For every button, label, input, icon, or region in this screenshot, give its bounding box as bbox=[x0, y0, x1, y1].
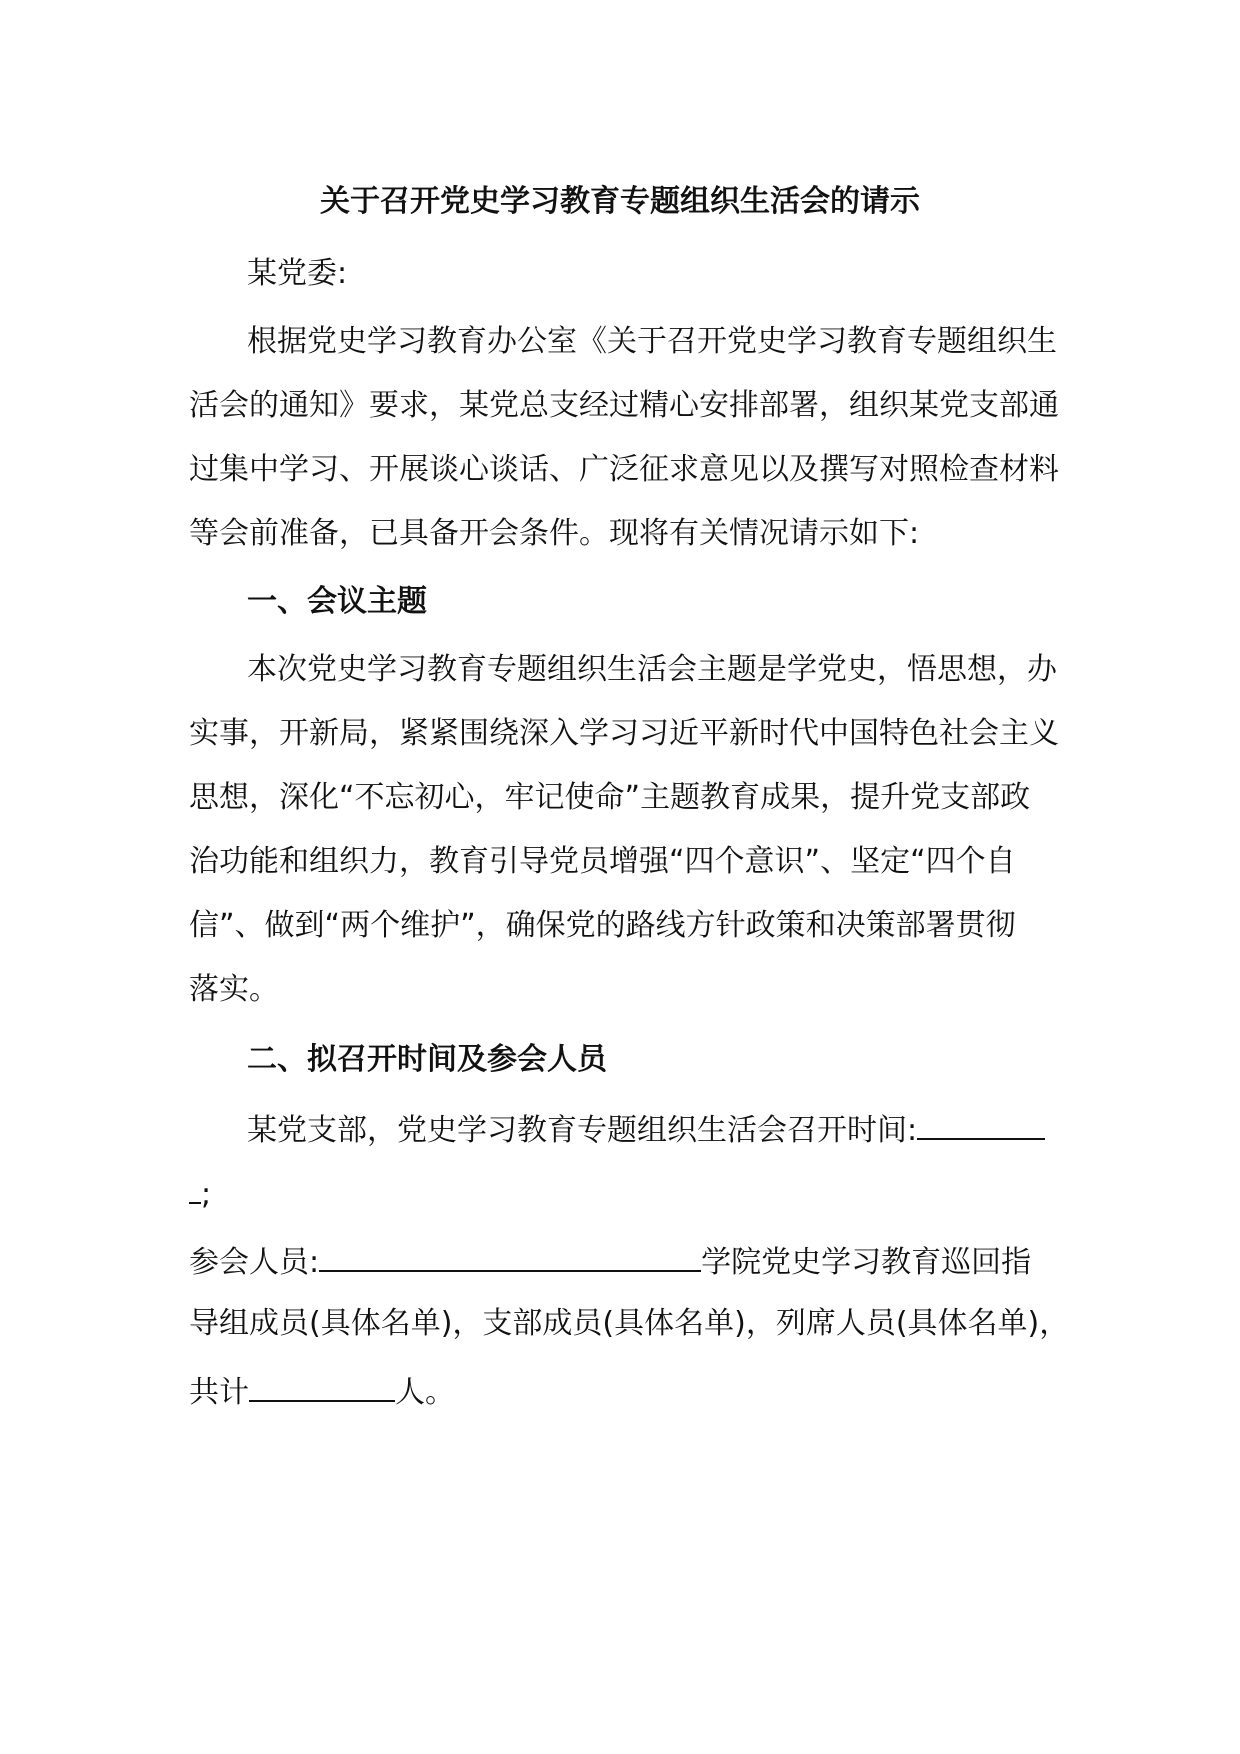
attendees-label: 参会人员: bbox=[189, 1245, 320, 1280]
section1-line: 信”、做到“两个维护”，确保党的路线方针政策和决策部署贯彻 bbox=[189, 908, 1016, 943]
intro-line: 等会前准备，已具备开会条件。现将有关情况请示如下: bbox=[189, 516, 920, 551]
meeting-time-continuation bbox=[189, 1172, 1049, 1215]
intro-line: 活会的通知》要求，某党总支经过精心安排部署，组织某党支部通 bbox=[189, 388, 1059, 423]
section1-line: 本次党史学习教育专题组织生活会主题是学党史，悟思想，办 bbox=[247, 652, 1057, 687]
section1-heading: 一、会议主题 bbox=[247, 584, 427, 619]
meeting-time-line bbox=[247, 1108, 1049, 1151]
meeting-time-blank-end bbox=[189, 1172, 201, 1204]
total-prefix: 共计 bbox=[189, 1375, 249, 1410]
section2-heading: 二、拟召开时间及参会人员 bbox=[247, 1042, 607, 1077]
attendees-line-2: 导组成员(具体名单)，支部成员(具体名单)，列席人员(具体名单)， bbox=[189, 1306, 1070, 1341]
section1-line: 实事，开新局，紧紧围绕深入学习习近平新时代中国特色社会主义 bbox=[189, 716, 1059, 751]
attendees-text: 学院党史学习教育巡回指 bbox=[701, 1245, 1032, 1280]
total-suffix: 人。 bbox=[395, 1375, 455, 1410]
meeting-time-label: 某党支部，党史学习教育专题组织生活会召开时间: bbox=[247, 1113, 918, 1148]
attendees-line bbox=[189, 1240, 1049, 1283]
section1-line: 思想，深化“不忘初心，牢记使命”主题教育成果，提升党支部政 bbox=[189, 780, 1031, 815]
total-line bbox=[189, 1370, 1049, 1413]
document-title: 关于召开党史学习教育专题组织生活会的请示 bbox=[320, 184, 920, 219]
intro-line: 根据党史学习教育办公室《关于召开党史学习教育专题组织生 bbox=[247, 324, 1057, 359]
addressee: 某党委: bbox=[247, 256, 348, 291]
section1-line: 落实。 bbox=[189, 972, 279, 1007]
meeting-time-end: ; bbox=[201, 1177, 212, 1212]
meeting-time-blank bbox=[917, 1108, 1045, 1140]
intro-line: 过集中学习、开展谈心谈话、广泛征求意见以及撰写对照检查材料 bbox=[189, 452, 1059, 487]
section1-line: 治功能和组织力，教育引导党员增强“四个意识”、坚定“四个自 bbox=[189, 844, 1016, 879]
attendees-blank bbox=[319, 1240, 701, 1272]
total-blank bbox=[249, 1370, 395, 1402]
